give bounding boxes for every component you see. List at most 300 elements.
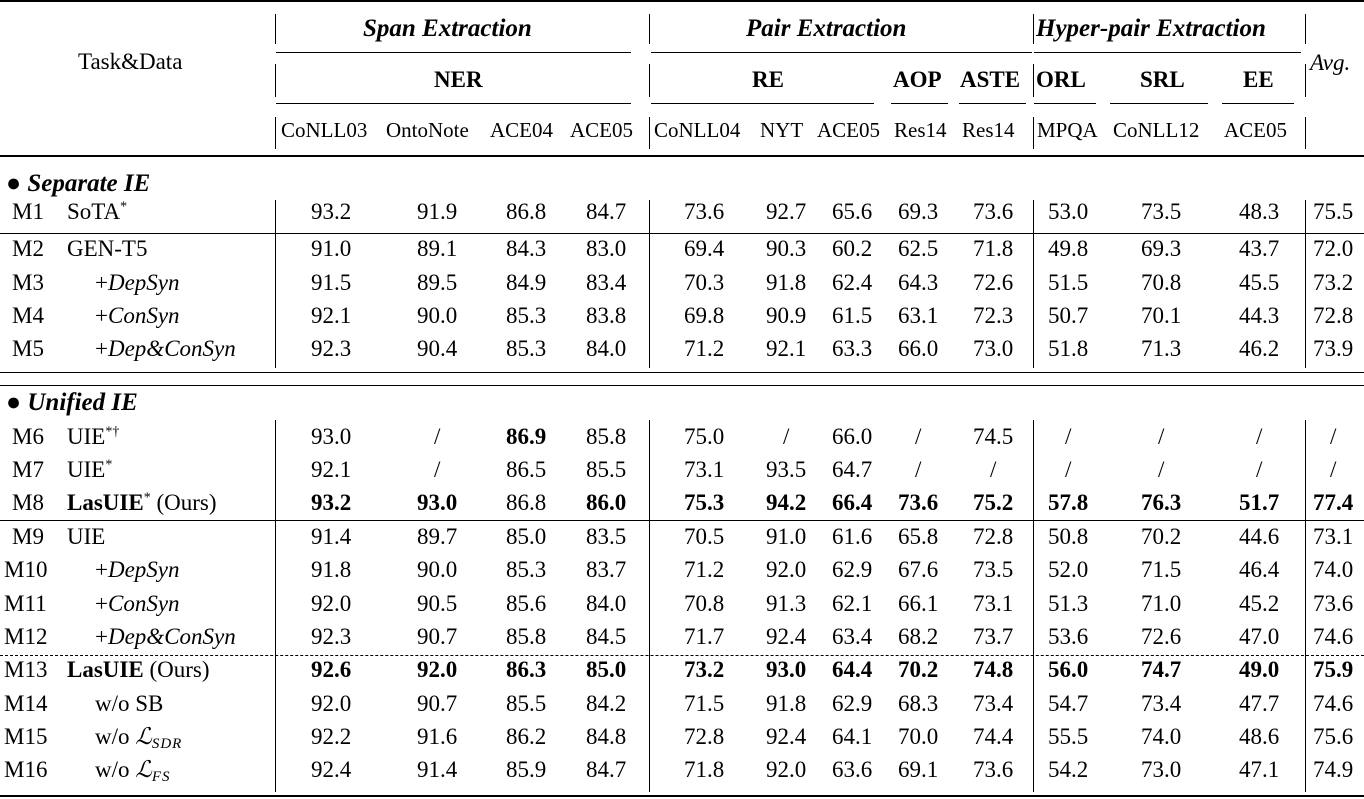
- table-cell: 73.0: [1141, 757, 1182, 782]
- table-cell: 73.5: [973, 557, 1014, 582]
- table-cell: 86.0: [586, 490, 627, 515]
- table-cell: 74.6: [1313, 691, 1354, 716]
- table-cell: 69.8: [684, 303, 725, 328]
- table-cell: 83.7: [586, 557, 627, 582]
- cmidrule: [651, 103, 874, 104]
- task-data-header: Task&Data: [78, 49, 183, 74]
- table-cell: 75.3: [684, 490, 725, 515]
- model-name: LasUIE (Ours): [67, 657, 210, 682]
- table-cell: 64.4: [832, 657, 873, 682]
- model-id: M15: [4, 724, 48, 749]
- table-cell: 53.0: [1048, 199, 1089, 224]
- dataset-label: ACE05: [1224, 118, 1287, 142]
- model-name-bold: LasUIE: [67, 657, 144, 682]
- table-cell: 66.4: [832, 490, 873, 515]
- table-cell: 71.5: [684, 691, 725, 716]
- table-cell: 64.1: [832, 724, 873, 749]
- table-cell: 84.7: [586, 199, 627, 224]
- table-cell: 84.5: [586, 624, 627, 649]
- model-id: M6: [12, 424, 44, 449]
- table-cell: 46.4: [1239, 557, 1280, 582]
- table-cell: 92.4: [311, 757, 352, 782]
- col-separator: [1033, 64, 1034, 97]
- table-cell: 71.8: [973, 236, 1014, 261]
- table-cell: 73.7: [973, 624, 1014, 649]
- section-separate-ie-label: Separate IE: [27, 170, 151, 197]
- table-cell: 71.2: [684, 336, 725, 361]
- table-cell: 43.7: [1239, 236, 1280, 261]
- table-cell: 74.6: [1313, 624, 1354, 649]
- table-cell: /: [1065, 457, 1072, 482]
- task-ner: NER: [434, 67, 483, 92]
- table-cell: 73.0: [973, 336, 1014, 361]
- table-cell: 48.3: [1239, 199, 1280, 224]
- table-cell: 74.4: [973, 724, 1014, 749]
- row-rule: [0, 233, 1364, 234]
- table-cell: 83.5: [586, 524, 627, 549]
- cmidrule: [1034, 52, 1301, 53]
- table-cell: 71.5: [1141, 557, 1182, 582]
- table-cell: 45.2: [1239, 591, 1280, 616]
- table-cell: 89.5: [417, 270, 458, 295]
- model-name-superscript: *: [105, 457, 113, 473]
- task-aop: AOP: [893, 67, 942, 92]
- table-cell: 44.3: [1239, 303, 1280, 328]
- table-cell: 73.2: [1313, 270, 1354, 295]
- col-separator: [275, 64, 276, 97]
- table-cell: 72.8: [973, 524, 1014, 549]
- table-cell: 89.1: [417, 236, 458, 261]
- table-cell: 91.0: [766, 524, 807, 549]
- table-cell: 86.5: [506, 457, 547, 482]
- table-cell: 90.0: [417, 557, 458, 582]
- table-cell: /: [1158, 457, 1165, 482]
- model-name: UIE*†: [67, 424, 120, 449]
- model-name: w/o ℒSDR: [95, 724, 183, 752]
- table-cell: 74.7: [1141, 657, 1182, 682]
- dataset-label: OntoNote: [386, 118, 469, 142]
- table-cell: 63.1: [898, 303, 939, 328]
- table-cell: 75.6: [1313, 724, 1354, 749]
- col-separator: [1033, 14, 1034, 44]
- group-hyper-pair-extraction: Hyper-pair Extraction: [1036, 15, 1266, 42]
- dataset-label: NYT: [760, 118, 804, 142]
- table-cell: 69.3: [1141, 236, 1182, 261]
- model-id: M14: [4, 691, 48, 716]
- table-cell: 54.7: [1048, 691, 1089, 716]
- table-cell: 75.5: [1313, 199, 1354, 224]
- table-cell: 55.5: [1048, 724, 1089, 749]
- col-separator: [1305, 200, 1306, 368]
- col-separator: [1305, 14, 1306, 44]
- table-cell: 83.4: [586, 270, 627, 295]
- table-cell: 85.3: [506, 303, 547, 328]
- loss-subscript: SDR: [151, 736, 183, 752]
- loss-symbol: ℒ: [135, 724, 152, 750]
- table-cell: 85.9: [506, 757, 547, 782]
- col-separator: [649, 420, 650, 792]
- table-cell: /: [1065, 424, 1072, 449]
- table-cell: 92.2: [311, 724, 352, 749]
- table-cell: 74.0: [1313, 557, 1354, 582]
- top-rule: [0, 0, 1364, 2]
- table-cell: 72.6: [973, 270, 1014, 295]
- table-cell: 91.5: [311, 270, 352, 295]
- model-id: M7: [12, 457, 44, 482]
- task-ee: EE: [1243, 67, 1274, 92]
- col-separator: [1033, 200, 1034, 368]
- col-separator: [1305, 420, 1306, 792]
- table-cell: 83.8: [586, 303, 627, 328]
- table-cell: 85.8: [506, 624, 547, 649]
- table-cell: 90.9: [766, 303, 807, 328]
- table-cell: 65.6: [832, 199, 873, 224]
- table-cell: 84.3: [506, 236, 547, 261]
- table-cell: 64.3: [898, 270, 939, 295]
- table-cell: 84.0: [586, 336, 627, 361]
- table-cell: 53.6: [1048, 624, 1089, 649]
- table-cell: 70.3: [684, 270, 725, 295]
- col-separator: [649, 64, 650, 97]
- table-cell: 48.6: [1239, 724, 1280, 749]
- table-cell: 70.2: [898, 657, 939, 682]
- table-cell: 70.5: [684, 524, 725, 549]
- table-cell: /: [1256, 424, 1263, 449]
- dataset-label: CoNLL03: [281, 118, 368, 142]
- table-cell: 47.0: [1239, 624, 1280, 649]
- table-cell: 92.0: [766, 557, 807, 582]
- table-cell: 57.8: [1048, 490, 1089, 515]
- table-cell: 62.1: [832, 591, 873, 616]
- table-cell: 50.8: [1048, 524, 1089, 549]
- table-cell: 91.9: [417, 199, 458, 224]
- col-separator: [275, 14, 276, 44]
- table-cell: 73.1: [684, 457, 725, 482]
- table-cell: 61.5: [832, 303, 873, 328]
- cmidrule: [959, 103, 1026, 104]
- table-cell: 68.3: [898, 691, 939, 716]
- table-cell: 85.0: [586, 657, 627, 682]
- section-separate-ie: ● Separate IE: [6, 170, 151, 197]
- table-cell: 74.8: [973, 657, 1014, 682]
- table-cell: 91.0: [311, 236, 352, 261]
- model-name: SoTA*: [67, 199, 128, 224]
- header-rule: [0, 155, 1364, 157]
- table-cell: /: [1256, 457, 1263, 482]
- table-cell: 93.0: [417, 490, 458, 515]
- table-cell: 73.6: [1313, 591, 1354, 616]
- dataset-label: ACE04: [490, 118, 553, 142]
- model-name-superscript: *: [143, 490, 151, 506]
- model-name: UIE: [67, 524, 106, 549]
- table-cell: 71.8: [684, 757, 725, 782]
- model-name-italic: Dep&ConSyn: [107, 336, 236, 361]
- table-cell: 49.8: [1048, 236, 1089, 261]
- model-id: M11: [4, 591, 47, 616]
- table-cell: 63.6: [832, 757, 873, 782]
- task-re: RE: [752, 67, 784, 92]
- table-cell: 89.7: [417, 524, 458, 549]
- model-id: M3: [12, 270, 44, 295]
- table-cell: 70.1: [1141, 303, 1182, 328]
- cmidrule: [276, 103, 631, 104]
- section-rule: [0, 372, 1364, 373]
- table-cell: 90.5: [417, 591, 458, 616]
- table-cell: 92.3: [311, 336, 352, 361]
- table-cell: 92.6: [311, 657, 352, 682]
- model-id: M16: [4, 757, 48, 782]
- dataset-label: MPQA: [1037, 118, 1098, 142]
- model-id: M13: [4, 657, 48, 682]
- table-cell: 68.2: [898, 624, 939, 649]
- table-cell: 84.2: [586, 691, 627, 716]
- group-span-extraction: Span Extraction: [363, 15, 532, 42]
- table-cell: 45.5: [1239, 270, 1280, 295]
- section-rule: [0, 385, 1364, 386]
- table-cell: 85.0: [506, 524, 547, 549]
- model-id: M2: [12, 236, 44, 261]
- table-cell: 51.3: [1048, 591, 1089, 616]
- table-cell: 54.2: [1048, 757, 1089, 782]
- model-id: M4: [12, 303, 44, 328]
- table-cell: 84.9: [506, 270, 547, 295]
- table-cell: 92.0: [417, 657, 458, 682]
- table-cell: 76.3: [1141, 490, 1182, 515]
- model-name-italic: DepSyn: [107, 270, 180, 295]
- table-cell: 70.8: [1141, 270, 1182, 295]
- model-id: M12: [4, 624, 48, 649]
- table-cell: 86.9: [506, 424, 547, 449]
- table-cell: 93.5: [766, 457, 807, 482]
- model-name: +Dep&ConSyn: [95, 336, 236, 361]
- avg-header: Avg.: [1310, 50, 1351, 75]
- dataset-label: Res14: [962, 118, 1015, 142]
- section-unified-ie-label: Unified IE: [27, 389, 138, 416]
- model-name: +DepSyn: [95, 270, 180, 295]
- table-cell: 56.0: [1048, 657, 1089, 682]
- table-cell: 91.3: [766, 591, 807, 616]
- table-cell: 84.8: [586, 724, 627, 749]
- table-cell: 72.3: [973, 303, 1014, 328]
- table-cell: 91.8: [766, 270, 807, 295]
- table-cell: 44.6: [1239, 524, 1280, 549]
- table-cell: 84.0: [586, 591, 627, 616]
- bottom-rule: [0, 795, 1364, 797]
- table-cell: /: [783, 424, 790, 449]
- model-name: +ConSyn: [95, 303, 180, 328]
- table-cell: 75.9: [1313, 657, 1354, 682]
- table-cell: 74.9: [1313, 757, 1354, 782]
- table-cell: 91.8: [311, 557, 352, 582]
- table-cell: 70.2: [1141, 524, 1182, 549]
- table-cell: 69.1: [898, 757, 939, 782]
- cmidrule: [1034, 103, 1096, 104]
- row-rule: [0, 520, 1364, 521]
- table-cell: /: [1158, 424, 1165, 449]
- table-cell: 66.0: [832, 424, 873, 449]
- table-cell: 91.4: [417, 757, 458, 782]
- table-cell: 73.6: [973, 757, 1014, 782]
- table-cell: 67.6: [898, 557, 939, 582]
- table-cell: 85.5: [586, 457, 627, 482]
- table-cell: 86.8: [506, 490, 547, 515]
- task-orl: ORL: [1036, 67, 1086, 92]
- table-cell: 63.3: [832, 336, 873, 361]
- model-name-superscript: *†: [105, 424, 120, 440]
- table-cell: 69.3: [898, 199, 939, 224]
- table-cell: 52.0: [1048, 557, 1089, 582]
- table-cell: 86.8: [506, 199, 547, 224]
- col-separator: [1033, 117, 1034, 149]
- model-name: UIE*: [67, 457, 113, 482]
- dataset-label: CoNLL04: [654, 118, 741, 142]
- table-cell: 85.5: [506, 691, 547, 716]
- table-cell: /: [1330, 424, 1337, 449]
- dashed-rule: [0, 655, 1364, 656]
- table-cell: 70.8: [684, 591, 725, 616]
- col-separator: [1305, 117, 1306, 149]
- col-separator: [649, 200, 650, 368]
- table-cell: 63.4: [832, 624, 873, 649]
- col-separator: [1033, 420, 1034, 792]
- table-cell: 91.8: [766, 691, 807, 716]
- table-cell: 92.7: [766, 199, 807, 224]
- table-cell: 47.7: [1239, 691, 1280, 716]
- model-name-superscript: *: [120, 199, 128, 215]
- table-cell: 92.1: [311, 303, 352, 328]
- table-cell: /: [434, 457, 441, 482]
- table-cell: /: [990, 457, 997, 482]
- table-cell: 73.4: [1141, 691, 1182, 716]
- table-cell: 85.6: [506, 591, 547, 616]
- table-cell: 73.9: [1313, 336, 1354, 361]
- model-name: LasUIE* (Ours): [67, 490, 217, 515]
- table-cell: 73.6: [684, 199, 725, 224]
- loss-symbol: ℒ: [135, 757, 152, 783]
- model-name: +Dep&ConSyn: [95, 624, 236, 649]
- table-cell: 73.1: [1313, 524, 1354, 549]
- table-cell: 90.4: [417, 336, 458, 361]
- table-cell: 90.7: [417, 691, 458, 716]
- table-cell: 46.2: [1239, 336, 1280, 361]
- group-pair-extraction: Pair Extraction: [746, 15, 907, 42]
- table-cell: 94.2: [766, 490, 807, 515]
- table-cell: 66.1: [898, 591, 939, 616]
- table-cell: 72.0: [1313, 236, 1354, 261]
- table-cell: 93.0: [766, 657, 807, 682]
- table-cell: 66.0: [898, 336, 939, 361]
- col-separator: [1305, 64, 1306, 97]
- model-name: w/o ℒFS: [95, 757, 171, 785]
- model-id: M5: [12, 336, 44, 361]
- col-separator: [649, 117, 650, 149]
- table-cell: 86.2: [506, 724, 547, 749]
- table-cell: /: [434, 424, 441, 449]
- table-cell: /: [1330, 457, 1337, 482]
- table-cell: 91.6: [417, 724, 458, 749]
- col-separator: [649, 14, 650, 44]
- table-cell: 92.0: [311, 691, 352, 716]
- table-cell: 92.1: [766, 336, 807, 361]
- table-cell: /: [915, 424, 922, 449]
- table-cell: 85.3: [506, 557, 547, 582]
- table-cell: 64.7: [832, 457, 873, 482]
- table-cell: 85.8: [586, 424, 627, 449]
- table-cell: 49.0: [1239, 657, 1280, 682]
- table-cell: 93.2: [311, 199, 352, 224]
- table-cell: 74.5: [973, 424, 1014, 449]
- table-cell: 50.7: [1048, 303, 1089, 328]
- table-cell: 90.7: [417, 624, 458, 649]
- table-cell: 62.5: [898, 236, 939, 261]
- table-cell: 92.4: [766, 624, 807, 649]
- loss-subscript: FS: [151, 769, 171, 785]
- col-separator: [275, 117, 276, 149]
- table-cell: 73.2: [684, 657, 725, 682]
- table-cell: 92.0: [311, 591, 352, 616]
- model-id: M1: [12, 199, 44, 224]
- table-cell: 71.3: [1141, 336, 1182, 361]
- table-cell: 92.3: [311, 624, 352, 649]
- table-cell: 92.4: [766, 724, 807, 749]
- dataset-label: Res14: [894, 118, 947, 142]
- table-cell: 71.0: [1141, 591, 1182, 616]
- table-cell: 60.2: [832, 236, 873, 261]
- table-cell: 90.0: [417, 303, 458, 328]
- model-name: w/o SB: [95, 691, 164, 716]
- cmidrule: [276, 52, 631, 53]
- table-cell: 62.9: [832, 557, 873, 582]
- cmidrule: [891, 103, 948, 104]
- table-cell: 84.7: [586, 757, 627, 782]
- table-cell: 91.4: [311, 524, 352, 549]
- cmidrule: [1222, 103, 1294, 104]
- table-cell: 69.4: [684, 236, 725, 261]
- dataset-label: ACE05: [570, 118, 633, 142]
- table-cell: 65.8: [898, 524, 939, 549]
- task-srl: SRL: [1140, 67, 1185, 92]
- col-separator: [275, 200, 276, 368]
- table-cell: 72.6: [1141, 624, 1182, 649]
- dataset-label: ACE05: [817, 118, 880, 142]
- col-separator: [275, 420, 276, 792]
- table-cell: 51.5: [1048, 270, 1089, 295]
- table-cell: 92.0: [766, 757, 807, 782]
- table-cell: 73.6: [898, 490, 939, 515]
- table-cell: 77.4: [1313, 490, 1354, 515]
- cmidrule: [651, 52, 1032, 53]
- table-cell: 86.3: [506, 657, 547, 682]
- table-cell: /: [915, 457, 922, 482]
- table-cell: 51.7: [1239, 490, 1280, 515]
- table-cell: 51.8: [1048, 336, 1089, 361]
- table-cell: 73.1: [973, 591, 1014, 616]
- table-cell: 73.4: [973, 691, 1014, 716]
- table-cell: 74.0: [1141, 724, 1182, 749]
- table-cell: 62.9: [832, 691, 873, 716]
- table-cell: 72.8: [684, 724, 725, 749]
- table-cell: 90.3: [766, 236, 807, 261]
- table-cell: 75.0: [684, 424, 725, 449]
- model-name-italic: ConSyn: [107, 303, 180, 328]
- model-id: M9: [12, 524, 44, 549]
- table-cell: 61.6: [832, 524, 873, 549]
- table-cell: 72.8: [1313, 303, 1354, 328]
- table-cell: 47.1: [1239, 757, 1280, 782]
- model-name: +DepSyn: [95, 557, 180, 582]
- table-cell: 85.3: [506, 336, 547, 361]
- model-name-italic: Dep&ConSyn: [107, 624, 236, 649]
